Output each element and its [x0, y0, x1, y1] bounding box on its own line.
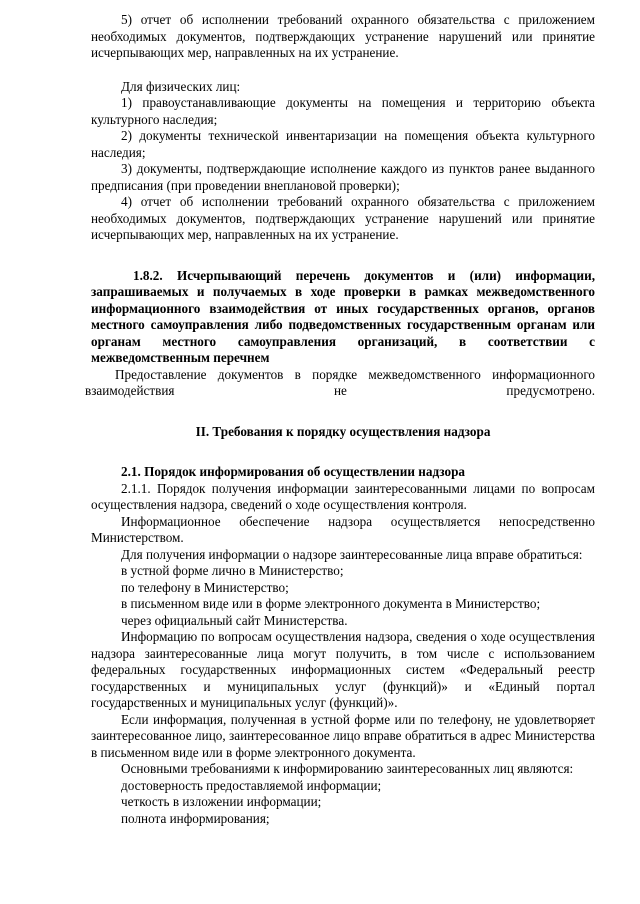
paragraph-main-requirements: Основными требованиями к информированию заинтересованных лиц являются: [121, 761, 574, 776]
subsection-title-2-1: 2.1. Порядок информирования об осуществлении надзора [121, 464, 466, 479]
list-item-oral: в устной форме лично в Министерство; [121, 563, 344, 578]
list-item-completeness: полнота информирования; [121, 810, 270, 826]
paragraph-unsatisfied: Если информация, полученная в устной форме или по телефону, не удовлетворяет заинтересованное лицо, заинтересованное лицо вправе обратиться в адрес Министерства в письменном виде или в форме электронного документа. [91, 711, 595, 760]
paragraph-2-1-1: 2.1.1. Порядок получения информации заинтересованными лицами по вопросам осуществления надзора, сведений о ходе осуществления контроля. [91, 480, 595, 512]
paragraph-obtain-info: Для получения информации о надзоре заинтересованные лица вправе обратиться: [121, 546, 583, 562]
paragraph-individuals-item-1: 1) правоустанавливающие документы на помещения и территорию объекта культурного наследия; [91, 95, 595, 127]
list-item-website: через официальный сайт Министерства. [121, 612, 348, 628]
paragraph-item-5-report: 5) отчет об исполнении требований охранного обязательства с приложением необходимых документов, подтверждающих устранение нарушений или принятие исчерпывающих мер, направленных на их устранение. [91, 12, 595, 60]
paragraph-info-systems: Информацию по вопросам осуществления надзора, сведения о ходе осуществления надзора заинтересованные лица могут получить, в том числе с использованием федеральных государственных информационных систем «Федеральный реестр государственных и муниципальных услуг (функций)» и «Единый портал государственных и муниципальных услуг (функций)». [91, 629, 595, 710]
paragraph-info-support: Информационное обеспечение надзора осуществляется непосредственно Министерством. [91, 513, 595, 545]
paragraph-individuals-item-3: 3) документы, подтверждающие исполнение каждого из пунктов ранее выданного предписания (при проведении внеплановой проверки); [91, 161, 595, 193]
section-title-ii: II. Требования к порядку осуществления надзора [195, 423, 491, 439]
paragraph-interagency: Предоставление документов в порядке межведомственного информационного взаимодействия не предусмотрено. [85, 366, 595, 398]
list-item-clarity: четкость в изложении информации; [121, 794, 322, 809]
paragraph-individuals-item-4: 4) отчет об исполнении требований охранного обязательства с приложением необходимых документов, подтверждающих устранение нарушений или принятие исчерпывающих мер, направленных на их устранение. [91, 194, 595, 242]
paragraph-interagency-line-1 [85, 367, 595, 400]
heading-1-8-2: 1.8.2. Исчерпывающий перечень документов и (или) информации, запрашиваемых и получаемых в ходе проверки в рамках межведомственного информационного взаимодействия от иных государственных органов, органов местного самоуправления либо подведомственных государственным органам или органам местного самоуправления организаций, в соответствии с межведомственным перечнем [91, 267, 595, 365]
list-item-written: в письменном виде или в форме электронного документа в Министерство; [121, 596, 541, 611]
paragraph-individuals-item-2: 2) документы технической инвентаризации на помещения объекта культурного наследия; [91, 128, 595, 160]
list-item-reliability: достоверность предоставляемой информации; [121, 777, 382, 793]
paragraph-individuals-heading: Для физических лиц: [121, 78, 241, 94]
list-item-phone: по телефону в Министерство; [121, 579, 289, 595]
